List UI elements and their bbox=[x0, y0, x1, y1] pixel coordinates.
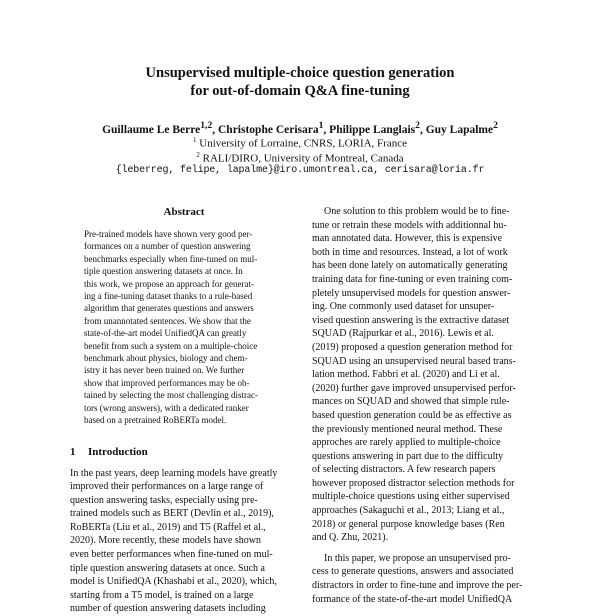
body-line: trained models such as BERT (Devlin et al., 2019), bbox=[70, 507, 298, 521]
author-list: Guillaume Le Berre$^{1,2}$, Christophe Cerisara$^1$, Philippe Langlais$^2$, Guy Lapalme$^2$ bbox=[40, 118, 560, 138]
body-line: SQUAD (Rajpurkar et al., 2016). Lewis et al. bbox=[312, 327, 540, 341]
body-line: multiple-choice questions using either supervised bbox=[312, 490, 540, 504]
body-line: 2018) or general purpose knowledge bases (Ren bbox=[312, 518, 540, 532]
left-column bbox=[70, 205, 298, 616]
body-line: (2019) proposed a question generation method for bbox=[312, 341, 540, 355]
body-line: tiple question answering datasets at once. Such a bbox=[70, 562, 298, 576]
right-column bbox=[312, 205, 540, 606]
body-line: (2020) further gave improved unsupervised perfor- bbox=[312, 382, 540, 396]
right-paragraph-1 bbox=[312, 205, 540, 545]
abstract-line: show that improved performances may be ob- bbox=[84, 377, 284, 389]
section-title: Introduction bbox=[88, 446, 148, 458]
body-line: lation method. Fabbri et al. (2020) and Li et al. bbox=[312, 368, 540, 382]
body-line: In this paper, we propose an unsupervised pro- bbox=[312, 552, 540, 566]
body-line: question answering tasks, especially using pre- bbox=[70, 494, 298, 508]
abstract-line: this work, we propose an approach for generat- bbox=[84, 278, 284, 290]
author-emails: {leberreg, felipe, lapalme}@iro.umontreal.ca, cerisara@loria.fr bbox=[20, 164, 580, 178]
paper-title bbox=[60, 64, 540, 100]
author-name: Christophe Cerisara bbox=[218, 124, 319, 136]
body-line: even better performances when fine-tuned on mul- bbox=[70, 548, 298, 562]
abstract-line: ing a fine-tuning dataset thanks to a rule-based bbox=[84, 290, 284, 302]
body-line: cess to generate questions, answers and associated bbox=[312, 565, 540, 579]
abstract-line: formances on a number of question answering bbox=[84, 240, 284, 252]
body-line: improved their performances on a large range of bbox=[70, 480, 298, 494]
author-name: Guy Lapalme bbox=[426, 124, 493, 136]
body-line: In the past years, deep learning models have greatly bbox=[70, 467, 298, 481]
body-line: approaches (Sakaguchi et al., 2013; Liang et al., bbox=[312, 504, 540, 518]
body-line: ing. One commonly used dataset for unsuper- bbox=[312, 300, 540, 314]
author-name: Guillaume Le Berre bbox=[102, 124, 200, 136]
abstract-line: benefit from such a system on a multiple-choice bbox=[84, 340, 284, 352]
introduction-body bbox=[70, 467, 298, 616]
abstract-line: benchmark about physics, biology and chem- bbox=[84, 352, 284, 364]
body-line: both in time and resources. Instead, a lot of work bbox=[312, 246, 540, 260]
body-line: and Q. Zhu, 2021). bbox=[312, 531, 540, 545]
body-line: questions answering in part due to the difficulty bbox=[312, 450, 540, 464]
body-line: RoBERTa (Liu et al., 2019) and T5 (Raffel et al., bbox=[70, 521, 298, 535]
abstract-line: tiple question answering datasets at once. In bbox=[84, 265, 284, 277]
section-number: 1 bbox=[70, 445, 88, 459]
author-affiliation-mark: 2 bbox=[415, 120, 420, 131]
body-line: model is UnifiedQA (Khashabi et al., 2020), which, bbox=[70, 575, 298, 589]
body-line: however proposed distractor selection methods for bbox=[312, 477, 540, 491]
abstract-line: Pre-trained models have shown very good per- bbox=[84, 228, 284, 240]
body-line: vised question answering is the extractive dataset bbox=[312, 314, 540, 328]
body-line: the previously mentioned neural method. These bbox=[312, 423, 540, 437]
abstract-line: from unannotated sentences. We show that the bbox=[84, 315, 284, 327]
right-paragraph-2 bbox=[312, 552, 540, 606]
body-line: formance of the state-of-the-art model UnifiedQA bbox=[312, 593, 540, 607]
body-line: SQUAD using an unsupervised neural based trans- bbox=[312, 355, 540, 369]
body-line: One solution to this problem would be to fine- bbox=[312, 205, 540, 219]
abstract-heading: Abstract bbox=[70, 205, 298, 219]
body-line: 2020). More recently, these models have shown bbox=[70, 534, 298, 548]
title-line-2: for out-of-domain Q&A fine-tuning bbox=[60, 82, 540, 100]
body-line: approches are rarely applied to multiple-choice bbox=[312, 436, 540, 450]
affiliation-text: University of Lorraine, CNRS, LORIA, France bbox=[199, 138, 407, 150]
author-name: Philippe Langlais bbox=[329, 124, 415, 136]
abstract-line: tained by selecting the most challenging distrac- bbox=[84, 389, 284, 401]
abstract-body bbox=[84, 228, 284, 427]
body-line: mances on SQUAD and showed that simple rule- bbox=[312, 395, 540, 409]
body-line: man annotated data. However, this is expensive bbox=[312, 232, 540, 246]
affiliation-2 bbox=[40, 148, 560, 166]
affiliation-text: RALI/DIRO, University of Montreal, Canada bbox=[203, 153, 404, 165]
author-affiliation-mark: 1 bbox=[319, 120, 324, 131]
author-affiliation-mark: 2 bbox=[493, 120, 498, 131]
affiliation-mark: 2 bbox=[196, 151, 200, 159]
abstract-line: based on a pretrained RoBERTa model. bbox=[84, 414, 284, 426]
title-line-1: Unsupervised multiple-choice question generation bbox=[60, 64, 540, 82]
body-line: starting from a T5 model, is trained on a large bbox=[70, 589, 298, 603]
section-heading-introduction bbox=[70, 445, 298, 459]
body-line: distractors in order to fine-tune and improve the per- bbox=[312, 579, 540, 593]
author-affiliation-mark: 1,2 bbox=[200, 120, 212, 131]
body-line: pletely unsupervised models for question answer- bbox=[312, 287, 540, 301]
abstract-line: benchmarks especially when fine-tuned on mul- bbox=[84, 253, 284, 265]
abstract-line: state-of-the-art model UnifiedQA can greatly bbox=[84, 327, 284, 339]
abstract-line: algorithm that generates questions and answers bbox=[84, 302, 284, 314]
body-line: has been done lately on automatically generating bbox=[312, 259, 540, 273]
body-line: based question generation could be as effective as bbox=[312, 409, 540, 423]
abstract-line: tors (wrong answers), with a dedicated ranker bbox=[84, 402, 284, 414]
affiliation-mark: 1 bbox=[193, 136, 197, 144]
body-line: of selecting distractors. A few research papers bbox=[312, 463, 540, 477]
body-line: number of question answering datasets including bbox=[70, 602, 298, 616]
abstract-line: istry it has never been trained on. We further bbox=[84, 364, 284, 376]
body-line: training data for fine-tuning or even training com- bbox=[312, 273, 540, 287]
body-line: tune or retrain these models with additionnal hu- bbox=[312, 219, 540, 233]
